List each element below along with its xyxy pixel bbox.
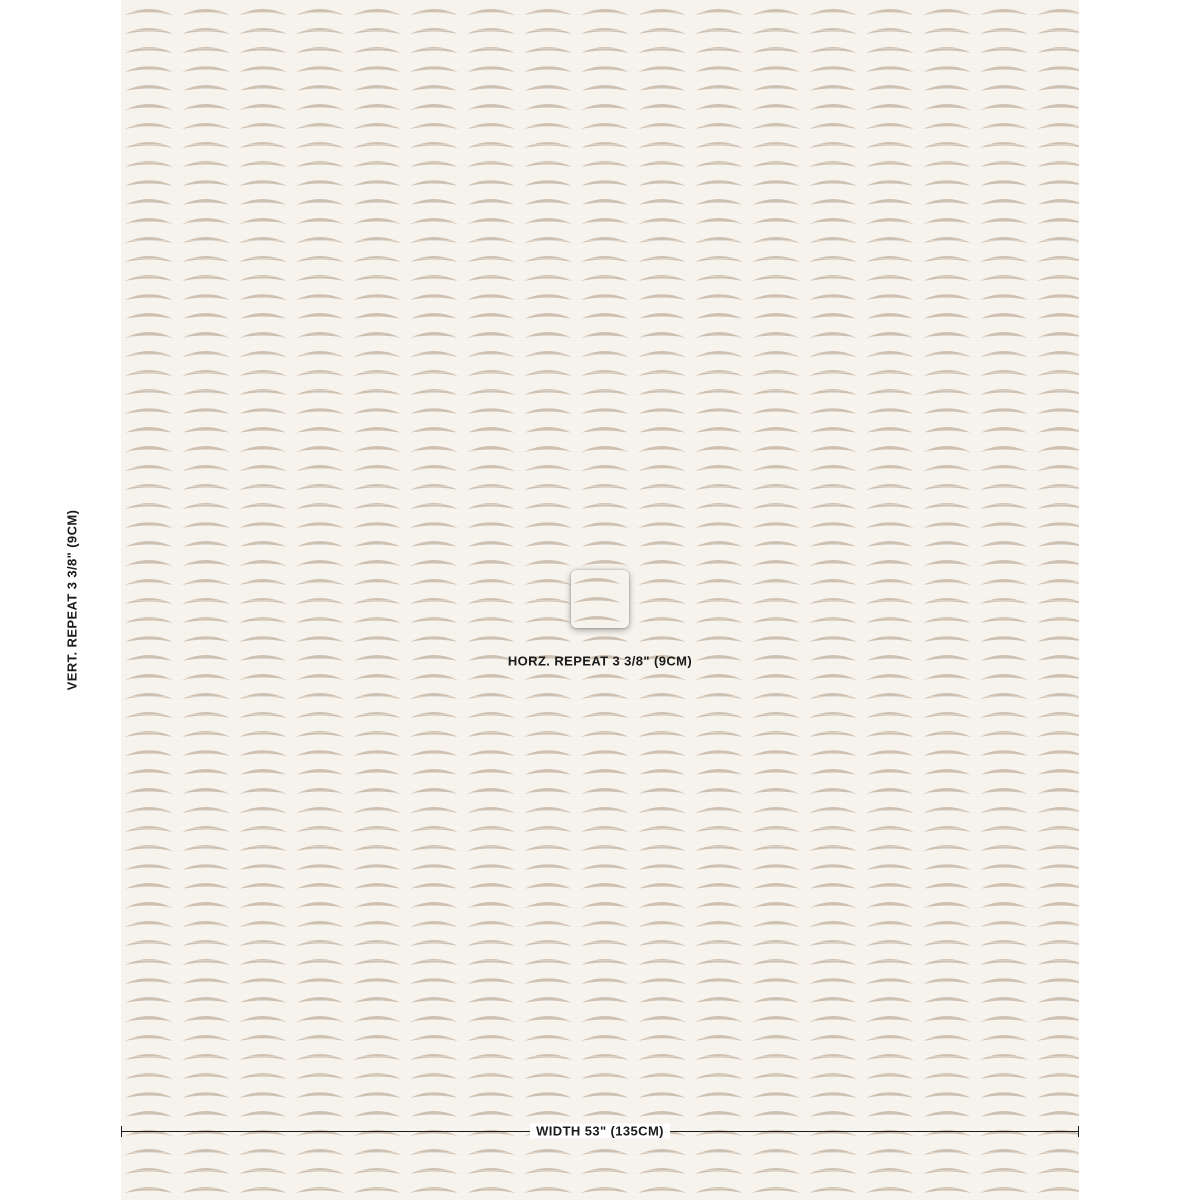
width-tick-right	[1078, 1126, 1079, 1137]
width-tick-left	[121, 1126, 122, 1137]
horizontal-repeat-label: HORZ. REPEAT 3 3/8" (9CM)	[507, 653, 693, 669]
repeat-swatch	[571, 570, 629, 628]
width-label: WIDTH 53" (135CM)	[530, 1124, 670, 1139]
vertical-repeat-label: VERT. REPEAT 3 3/8" (9CM)	[64, 509, 80, 691]
swatch-pattern-icon	[571, 570, 629, 628]
